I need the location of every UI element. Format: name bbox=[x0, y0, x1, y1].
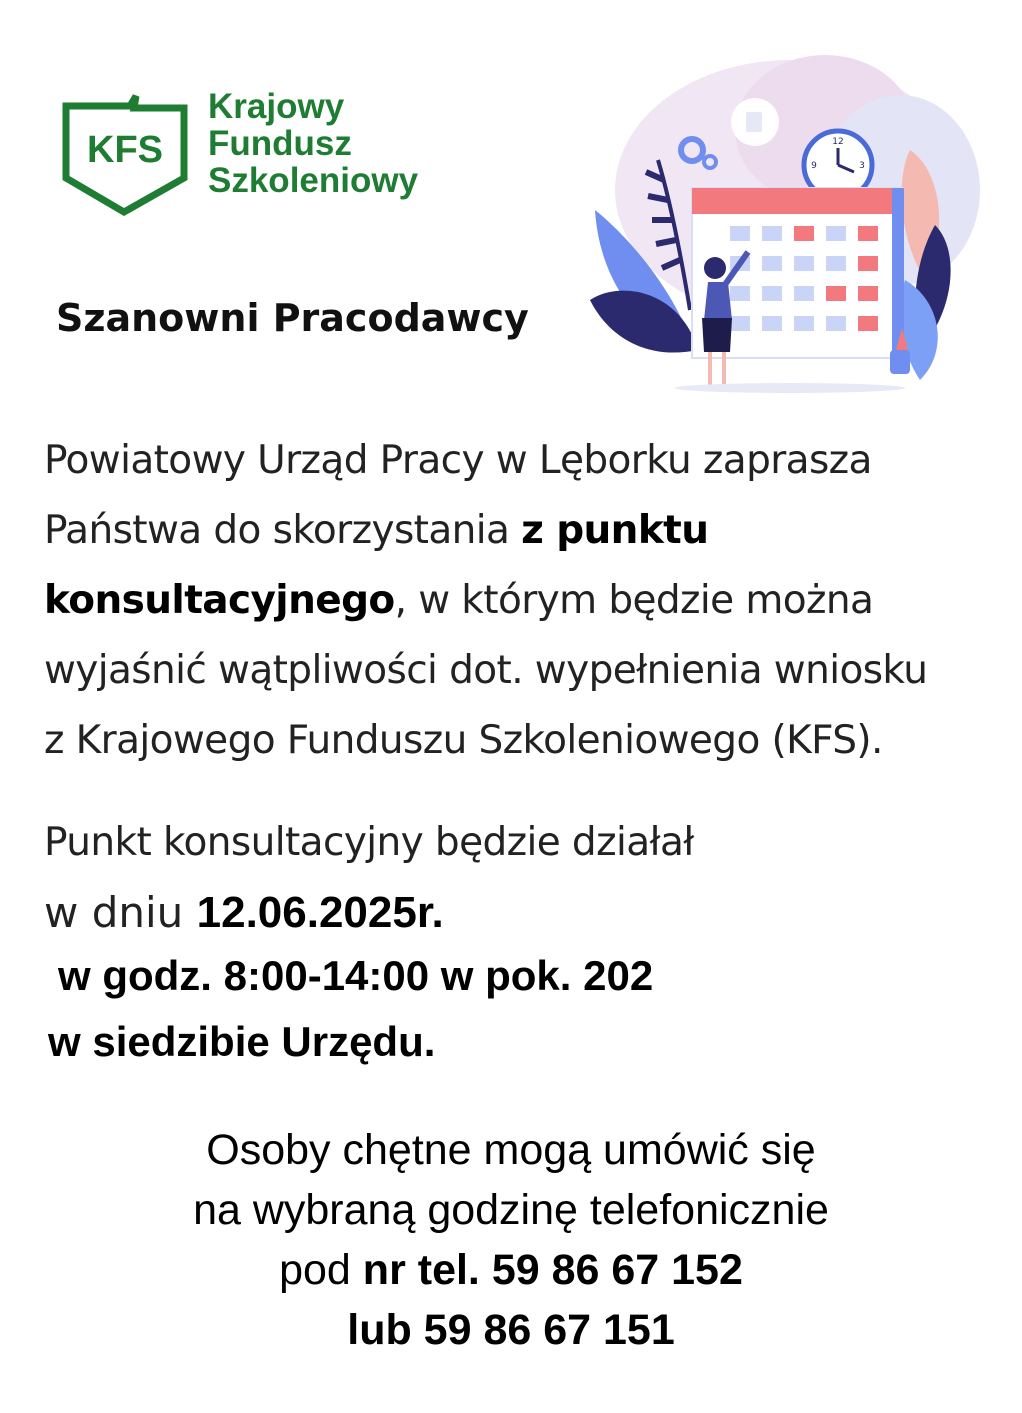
logo-line-3: Szkoleniowy bbox=[208, 161, 419, 200]
contact-line-4 bbox=[0, 1300, 1022, 1360]
intro-paragraph bbox=[44, 426, 1004, 776]
contact-block bbox=[0, 1120, 1022, 1360]
schedule-date: 12.06.2025r. bbox=[196, 888, 444, 937]
contact-line-1: Osoby chętne mogą umówić się bbox=[206, 1126, 816, 1174]
schedule-place: w siedzibie Urzędu. bbox=[48, 1018, 436, 1065]
intro-line-4: wyjaśnić wątpliwości dot. wypełnienia wniosku bbox=[44, 648, 928, 693]
logo-text bbox=[208, 88, 418, 199]
svg-text:9: 9 bbox=[811, 161, 817, 171]
logo-line-2: Fundusz bbox=[208, 124, 352, 163]
schedule-intro: Punkt konsultacyjny będzie działał bbox=[44, 820, 694, 865]
logo-line-1: Krajowy bbox=[208, 87, 345, 126]
greeting-heading: Szanowni Pracodawcy bbox=[56, 296, 529, 340]
calendar-woman-illustration bbox=[580, 50, 980, 402]
logo-abbr: KFS bbox=[87, 129, 163, 171]
intro-line-2: Państwa do skorzystania z punktu bbox=[44, 508, 709, 553]
phone-2: lub 59 86 67 151 bbox=[347, 1306, 675, 1354]
intro-line-5: z Krajowego Funduszu Szkoleniowego (KFS). bbox=[44, 718, 883, 763]
svg-text:12: 12 bbox=[832, 137, 844, 147]
phone-1: nr tel. 59 86 67 152 bbox=[362, 1246, 743, 1294]
schedule-date-line: w dniu 12.06.2025r. bbox=[44, 888, 444, 937]
intro-line-1: Powiatowy Urząd Pracy w Lęborku zaprasza bbox=[44, 438, 872, 483]
contact-line-2: na wybraną godzinę telefonicznie bbox=[193, 1186, 829, 1234]
contact-line-3: pod nr tel. 59 86 67 152 bbox=[279, 1246, 743, 1294]
svg-text:3: 3 bbox=[859, 161, 865, 171]
kfs-logo-shield bbox=[62, 92, 188, 216]
schedule-hours: w godz. 8:00-14:00 w pok. 202 bbox=[58, 952, 654, 999]
intro-line-3: konsultacyjnego, w którym będzie można bbox=[44, 578, 874, 623]
